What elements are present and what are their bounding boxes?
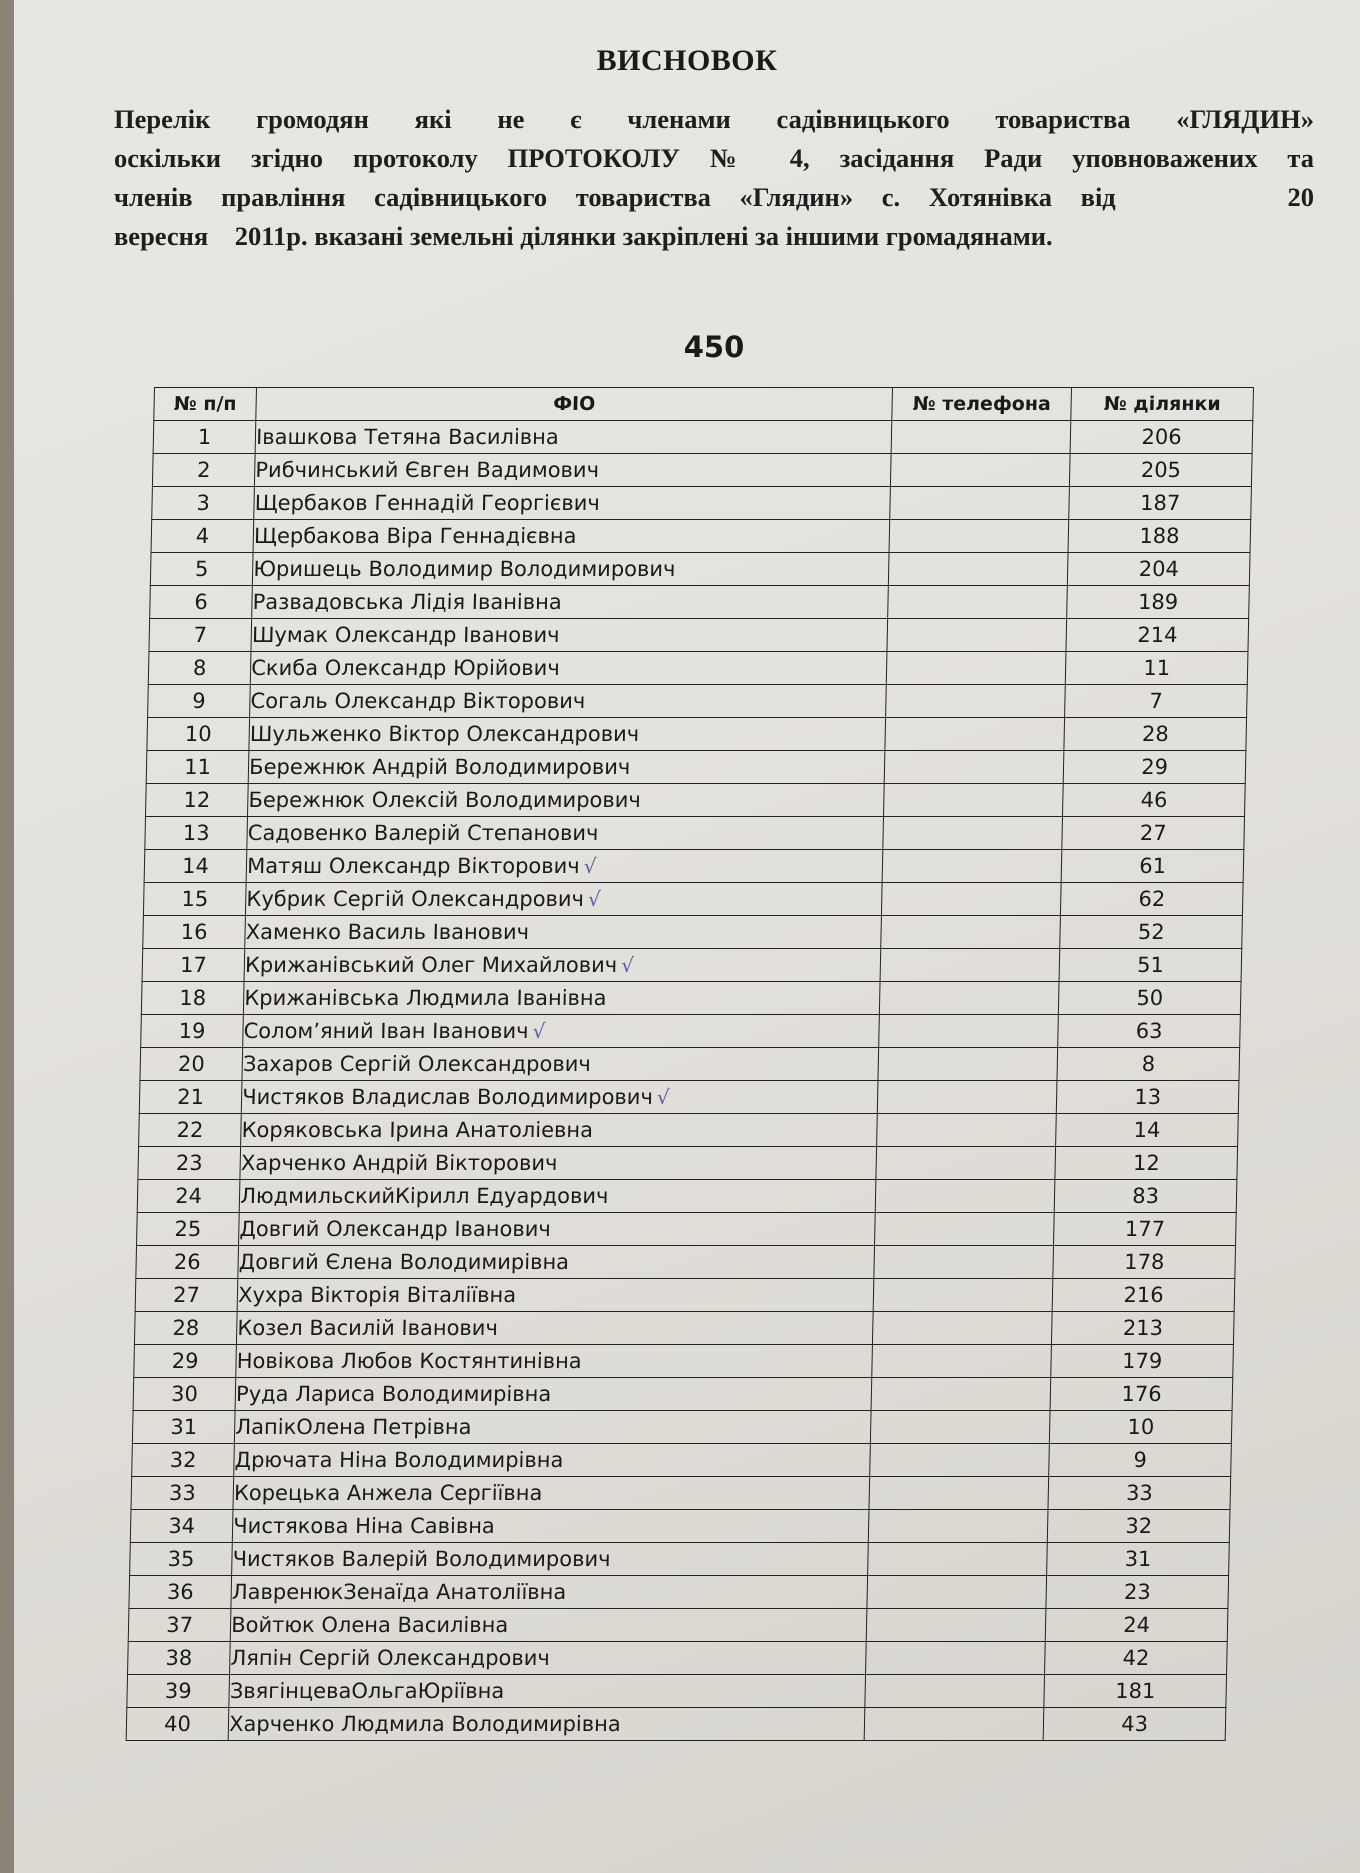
row-name <box>248 751 885 784</box>
row-name-text: Крижанівська Людмила Іванівна <box>244 986 607 1010</box>
checkmark-icon: √ <box>620 953 635 977</box>
row-name-text: ЛавренюкЗенаїда Анатоліївна <box>231 1580 567 1604</box>
row-phone <box>887 619 1067 652</box>
row-phone <box>877 1081 1057 1114</box>
row-name-text: Щербакова Віра Геннадієвна <box>253 524 577 548</box>
row-name-text: Шумак Олександр Іванович <box>251 623 560 647</box>
row-plot: 177 <box>1054 1213 1236 1246</box>
row-name-text: Щербаков Геннадій Георгієвич <box>254 491 601 515</box>
row-phone <box>866 1609 1046 1642</box>
row-phone <box>888 553 1068 586</box>
table-row <box>130 1543 1230 1576</box>
row-number: 13 <box>145 817 248 850</box>
row-number: 1 <box>153 421 256 454</box>
row-plot: 178 <box>1053 1246 1235 1279</box>
row-name <box>249 718 886 751</box>
row-plot: 83 <box>1054 1180 1236 1213</box>
row-name <box>233 1477 870 1510</box>
row-number: 21 <box>139 1081 242 1114</box>
row-name <box>229 1675 866 1708</box>
row-number: 20 <box>140 1048 243 1081</box>
row-number: 36 <box>129 1576 232 1609</box>
row-phone <box>884 751 1064 784</box>
row-plot: 8 <box>1057 1048 1239 1081</box>
row-plot: 29 <box>1063 751 1245 784</box>
row-name-text: Хаменко Василь Іванович <box>245 920 530 944</box>
row-plot: 12 <box>1055 1147 1237 1180</box>
row-number: 38 <box>128 1642 231 1675</box>
row-phone <box>864 1708 1044 1741</box>
row-phone <box>871 1378 1051 1411</box>
row-name <box>240 1147 877 1180</box>
row-phone <box>870 1411 1050 1444</box>
row-number: 15 <box>143 883 246 916</box>
list-number: 450 <box>683 330 745 364</box>
row-plot: 187 <box>1069 487 1251 520</box>
row-number: 34 <box>130 1510 233 1543</box>
table-row <box>138 1147 1238 1180</box>
row-name <box>255 421 892 454</box>
row-plot: 27 <box>1062 817 1244 850</box>
table-row <box>152 454 1252 487</box>
row-plot: 62 <box>1061 883 1243 916</box>
row-plot: 23 <box>1046 1576 1228 1609</box>
checkmark-icon: √ <box>532 1019 546 1043</box>
document-title: ВИСНОВОК <box>596 44 778 77</box>
table-row <box>149 619 1249 652</box>
row-phone <box>866 1642 1046 1675</box>
row-phone <box>886 652 1066 685</box>
row-plot: 28 <box>1064 718 1246 751</box>
checkmark-icon: √ <box>583 854 597 878</box>
row-phone <box>874 1246 1054 1279</box>
table-row <box>127 1675 1227 1708</box>
table-row <box>150 586 1250 619</box>
row-phone <box>879 982 1059 1015</box>
table-row <box>142 949 1242 982</box>
table-row <box>130 1510 1230 1543</box>
row-name-text: Бережнюк Андрій Володимирович <box>248 755 631 779</box>
row-plot: 43 <box>1043 1708 1225 1741</box>
row-phone <box>886 685 1066 718</box>
row-number: 35 <box>130 1543 233 1576</box>
row-name <box>237 1279 874 1312</box>
row-name-text: Новікова Любов Костянтинівна <box>236 1349 582 1373</box>
row-number: 26 <box>136 1246 239 1279</box>
row-name-text: Чистяков Владислав Володимирович <box>242 1085 654 1109</box>
row-phone <box>884 784 1064 817</box>
row-plot: 179 <box>1051 1345 1233 1378</box>
row-phone <box>885 718 1065 751</box>
table-row <box>144 850 1244 883</box>
row-name-text: Садовенко Валерій Степанович <box>247 821 599 845</box>
intro-line: Перелік громодян які не є членами садівницького товариства «ГЛЯДИН» <box>114 104 1314 134</box>
row-phone <box>875 1180 1055 1213</box>
row-name-text: Довгий Єлена Володимирівна <box>238 1250 570 1274</box>
row-name-text: Рибчинський Євген Вадимович <box>255 458 600 482</box>
row-plot: 7 <box>1065 685 1247 718</box>
row-plot: 46 <box>1063 784 1245 817</box>
row-plot: 63 <box>1058 1015 1240 1048</box>
row-number: 7 <box>149 619 252 652</box>
row-plot: 31 <box>1047 1543 1229 1576</box>
row-name-text: ЗвягінцеваОльгаЮріївна <box>229 1679 505 1703</box>
intro-line: оскільки згідно протоколу ПРОТОКОЛУ № 4, засідання Ради уповноважених та <box>114 143 1314 173</box>
row-plot: 61 <box>1061 850 1243 883</box>
row-phone <box>877 1114 1057 1147</box>
row-phone <box>875 1213 1055 1246</box>
table-row <box>152 487 1252 520</box>
row-number: 18 <box>141 982 244 1015</box>
row-name <box>247 817 884 850</box>
row-name <box>252 586 889 619</box>
row-plot: 11 <box>1066 652 1248 685</box>
table-row <box>132 1411 1232 1444</box>
row-plot: 206 <box>1070 421 1252 454</box>
row-name <box>231 1576 868 1609</box>
row-phone <box>888 586 1068 619</box>
row-plot: 204 <box>1068 553 1250 586</box>
row-number: 6 <box>150 586 253 619</box>
row-phone <box>868 1543 1048 1576</box>
row-name-text: Харченко Людмила Володимирівна <box>228 1712 622 1736</box>
intro-paragraph <box>114 100 1314 256</box>
row-plot: 50 <box>1059 982 1241 1015</box>
row-number: 33 <box>131 1477 234 1510</box>
row-name-text: Юришець Володимир Володимирович <box>253 557 676 581</box>
table-row <box>150 553 1250 586</box>
table-row <box>134 1312 1234 1345</box>
row-name <box>250 652 887 685</box>
row-number: 32 <box>132 1444 235 1477</box>
row-name-text: Хухра Вікторія Віталіївна <box>237 1283 517 1307</box>
row-name-text: Козел Василій Іванович <box>237 1316 499 1340</box>
row-name <box>230 1609 867 1642</box>
row-number: 28 <box>134 1312 237 1345</box>
row-plot: 205 <box>1070 454 1252 487</box>
row-plot: 51 <box>1059 949 1241 982</box>
checkmark-icon: √ <box>587 887 601 911</box>
row-name-text: ЛапікОлена Петрівна <box>235 1415 472 1439</box>
row-name <box>255 454 892 487</box>
row-name <box>239 1180 876 1213</box>
row-plot: 13 <box>1057 1081 1239 1114</box>
row-number: 8 <box>148 652 251 685</box>
row-number: 39 <box>127 1675 230 1708</box>
row-name <box>244 982 881 1015</box>
row-phone <box>872 1312 1052 1345</box>
row-number: 22 <box>139 1114 242 1147</box>
row-phone <box>878 1048 1058 1081</box>
row-name-text: Івашкова Тетяна Василівна <box>255 425 560 449</box>
table-row <box>148 685 1248 718</box>
table-row <box>143 883 1243 916</box>
row-phone <box>879 1015 1059 1048</box>
row-phone <box>870 1444 1050 1477</box>
row-name-text: Чистякова Ніна Савівна <box>233 1514 496 1538</box>
row-number: 2 <box>152 454 255 487</box>
row-plot: 188 <box>1068 520 1250 553</box>
row-phone <box>890 487 1070 520</box>
row-number: 10 <box>147 718 250 751</box>
row-plot: 32 <box>1048 1510 1230 1543</box>
table-row <box>153 421 1253 454</box>
row-name-text: Довгий Олександр Іванович <box>239 1217 552 1241</box>
header-plot: № ділянки <box>1071 388 1253 421</box>
row-phone <box>867 1576 1047 1609</box>
row-name-text: Скиба Олександр Юрійович <box>251 656 561 680</box>
row-number: 3 <box>152 487 255 520</box>
row-name <box>235 1378 872 1411</box>
row-plot: 214 <box>1066 619 1248 652</box>
row-plot: 213 <box>1052 1312 1234 1345</box>
row-name-text: Корецька Анжела Сергіївна <box>233 1481 543 1505</box>
row-phone <box>883 817 1063 850</box>
row-number: 25 <box>137 1213 240 1246</box>
table-row <box>136 1246 1236 1279</box>
row-plot: 9 <box>1049 1444 1231 1477</box>
row-phone <box>865 1675 1045 1708</box>
row-name <box>237 1312 874 1345</box>
row-name <box>242 1048 879 1081</box>
row-plot: 52 <box>1060 916 1242 949</box>
row-phone <box>872 1345 1052 1378</box>
table-row <box>146 784 1246 817</box>
checkmark-icon: √ <box>656 1085 670 1109</box>
table-row <box>145 817 1245 850</box>
row-number: 27 <box>135 1279 238 1312</box>
row-phone <box>873 1279 1053 1312</box>
row-number: 40 <box>126 1708 229 1741</box>
header-number: № п/п <box>154 388 257 421</box>
row-name-text: Захаров Сергій Олександрович <box>242 1052 592 1076</box>
row-name-text: Шульженко Віктор Олександрович <box>249 722 640 746</box>
row-name-text: Согаль Олександр Вікторович <box>250 689 586 713</box>
members-table <box>126 387 1254 1741</box>
table-row <box>140 1048 1240 1081</box>
row-number: 29 <box>134 1345 237 1378</box>
row-name-text: Руда Лариса Володимирівна <box>235 1382 552 1406</box>
row-name-text: Коряковська Ірина Анатоліевна <box>241 1118 594 1142</box>
row-name-text: ЛюдмильскийКірилл Едуардович <box>239 1184 609 1208</box>
table-row <box>131 1477 1231 1510</box>
row-number: 17 <box>142 949 245 982</box>
row-number: 24 <box>137 1180 240 1213</box>
row-name <box>234 1444 871 1477</box>
row-name <box>246 883 883 916</box>
row-name-text: Бережнюк Олексій Володимирович <box>248 788 642 812</box>
row-name-text: Солом’яний Іван Іванович <box>243 1019 529 1043</box>
row-number: 9 <box>148 685 251 718</box>
row-phone <box>889 520 1069 553</box>
row-number: 4 <box>151 520 254 553</box>
row-name <box>244 949 881 982</box>
intro-line: вересня 2011р. вказані земельні ділянки закріплені за іншими громадянами. <box>114 221 1053 251</box>
table-row <box>141 982 1241 1015</box>
row-phone <box>868 1510 1048 1543</box>
row-plot: 42 <box>1045 1642 1227 1675</box>
table-row <box>133 1378 1233 1411</box>
header-name: ФІО <box>256 388 893 421</box>
row-name <box>246 850 883 883</box>
table-row <box>129 1576 1229 1609</box>
row-name-text: Войтюк Олена Василівна <box>230 1613 509 1637</box>
row-plot: 33 <box>1048 1477 1230 1510</box>
row-number: 5 <box>150 553 253 586</box>
row-name <box>251 619 888 652</box>
row-phone <box>869 1477 1049 1510</box>
intro-line: членів правління садівницького товариства «Глядин» с. Хотянівка від 20 <box>114 182 1314 212</box>
row-number: 12 <box>146 784 249 817</box>
row-name <box>250 685 887 718</box>
row-number: 37 <box>128 1609 231 1642</box>
table-row <box>132 1444 1232 1477</box>
table-row <box>146 751 1246 784</box>
row-name <box>236 1345 873 1378</box>
row-name <box>235 1411 872 1444</box>
row-name-text: Крижанівський Олег Михайлович <box>244 953 618 977</box>
row-plot: 181 <box>1044 1675 1226 1708</box>
table-row <box>143 916 1243 949</box>
row-name <box>253 520 890 553</box>
row-name <box>238 1246 875 1279</box>
row-plot: 24 <box>1046 1609 1228 1642</box>
row-name-text: Чистяков Валерій Володимирович <box>232 1547 611 1571</box>
row-name <box>241 1081 878 1114</box>
table-row <box>147 718 1247 751</box>
row-plot: 176 <box>1050 1378 1232 1411</box>
row-phone <box>882 850 1062 883</box>
table-row <box>151 520 1251 553</box>
table-row <box>141 1015 1241 1048</box>
row-name <box>252 553 889 586</box>
table-header-row <box>154 388 1254 421</box>
header-phone: № телефона <box>892 388 1072 421</box>
row-name <box>228 1708 865 1741</box>
table-row <box>137 1180 1237 1213</box>
row-name-text: Ляпін Сергій Олександрович <box>230 1646 551 1670</box>
table-row <box>135 1279 1235 1312</box>
row-name <box>241 1114 878 1147</box>
row-name <box>254 487 891 520</box>
row-plot: 216 <box>1052 1279 1234 1312</box>
row-name-text: Матяш Олександр Вікторович <box>246 854 580 878</box>
table-row <box>139 1081 1239 1114</box>
row-name <box>239 1213 876 1246</box>
table-row <box>128 1609 1228 1642</box>
row-number: 16 <box>143 916 246 949</box>
row-name <box>248 784 885 817</box>
row-phone <box>891 421 1071 454</box>
row-name <box>232 1543 869 1576</box>
table-row <box>126 1708 1226 1741</box>
row-number: 30 <box>133 1378 236 1411</box>
row-name-text: Развадовська Лідія Іванівна <box>252 590 563 614</box>
row-name-text: Дрючата Ніна Володимирівна <box>234 1448 564 1472</box>
row-plot: 14 <box>1056 1114 1238 1147</box>
row-number: 19 <box>141 1015 244 1048</box>
row-plot: 189 <box>1067 586 1249 619</box>
row-name <box>232 1510 869 1543</box>
table-row <box>148 652 1248 685</box>
document-page <box>14 0 1360 1873</box>
row-name <box>230 1642 867 1675</box>
table-row <box>128 1642 1228 1675</box>
row-name <box>243 1015 880 1048</box>
row-plot: 10 <box>1050 1411 1232 1444</box>
row-number: 11 <box>146 751 249 784</box>
row-name <box>245 916 882 949</box>
row-name-text: Кубрик Сергій Олександрович <box>246 887 585 911</box>
row-phone <box>880 949 1060 982</box>
row-phone <box>881 883 1061 916</box>
table-row <box>134 1345 1234 1378</box>
table-row <box>137 1213 1237 1246</box>
row-name-text: Харченко Андрій Вікторович <box>240 1151 558 1175</box>
row-number: 14 <box>144 850 247 883</box>
row-number: 31 <box>132 1411 235 1444</box>
row-number: 23 <box>138 1147 241 1180</box>
row-phone <box>881 916 1061 949</box>
table-body <box>126 421 1253 1741</box>
table-row <box>139 1114 1239 1147</box>
row-phone <box>890 454 1070 487</box>
row-phone <box>876 1147 1056 1180</box>
